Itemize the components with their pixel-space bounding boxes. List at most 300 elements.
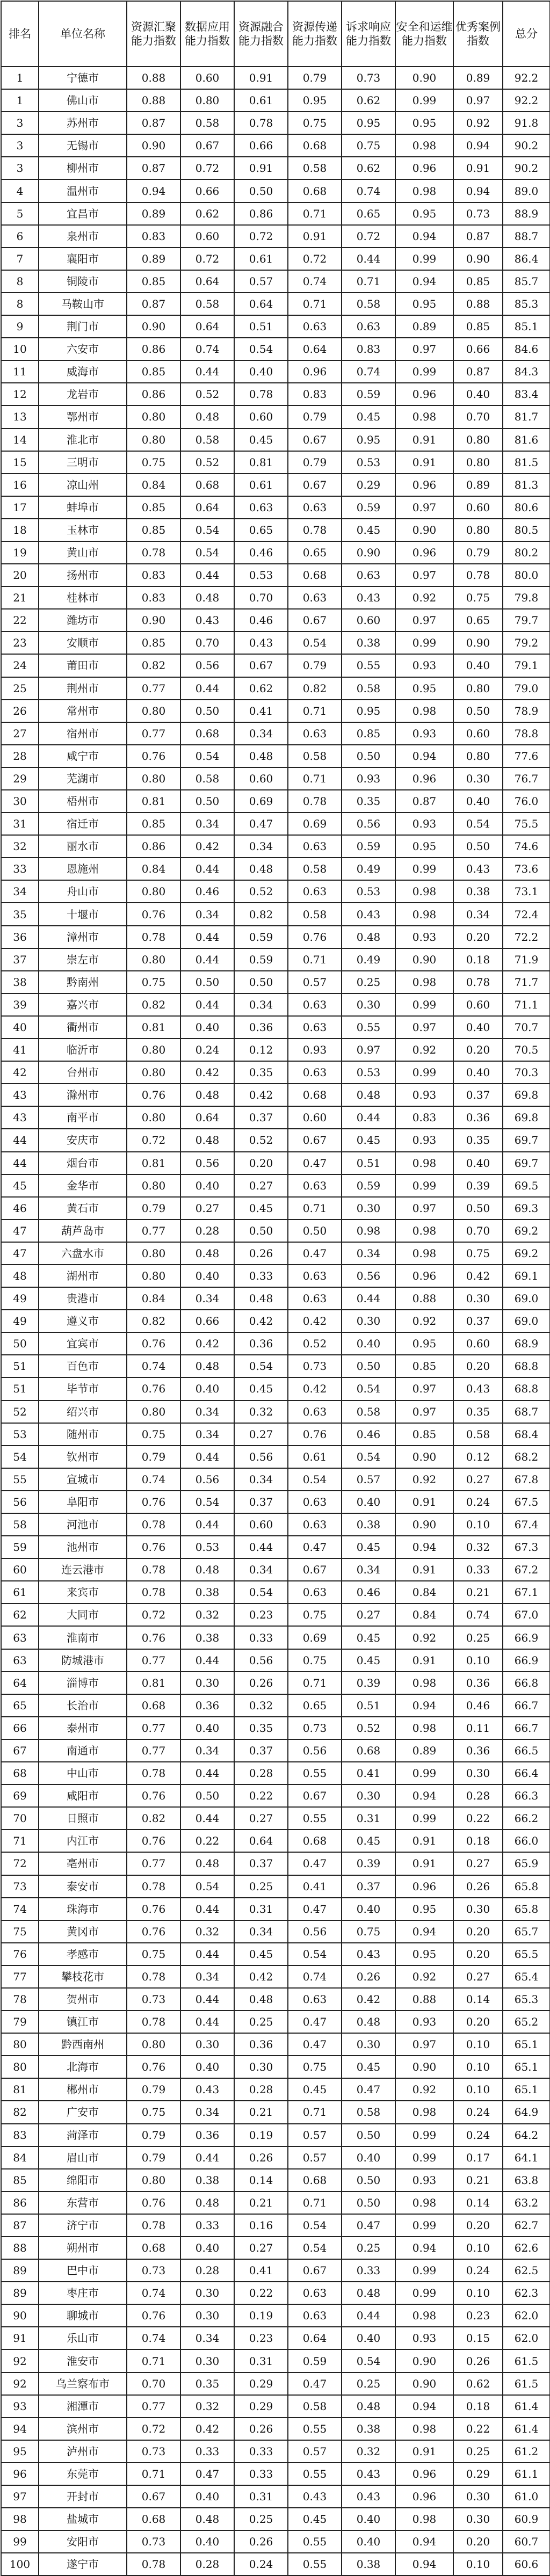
transmission-cell: 0.63	[288, 1174, 342, 1197]
excellent-case-cell: 0.85	[453, 315, 503, 338]
security-cell: 0.97	[395, 496, 453, 519]
table-row	[1, 2214, 550, 2237]
total-cell: 81.6	[503, 429, 550, 451]
security-cell: 0.96	[395, 157, 453, 179]
total-cell: 65.1	[503, 2078, 550, 2101]
aggregation-cell: 0.76	[127, 745, 180, 767]
unit-name-cell: 黄冈市	[39, 1920, 127, 1943]
excellent-case-cell: 0.87	[453, 360, 503, 383]
rank-cell: 89	[1, 2259, 39, 2282]
security-cell: 0.99	[395, 1174, 453, 1197]
unit-name-cell: 百色市	[39, 1355, 127, 1377]
aggregation-cell: 0.74	[127, 1355, 180, 1377]
total-cell: 64.1	[503, 2146, 550, 2169]
aggregation-cell: 0.73	[127, 1988, 180, 2011]
excellent-case-cell: 0.23	[453, 2304, 503, 2327]
total-cell: 71.7	[503, 971, 550, 993]
transmission-cell: 0.63	[288, 586, 342, 609]
excellent-case-cell: 0.30	[453, 1287, 503, 1310]
table-row	[1, 1039, 550, 1061]
aggregation-cell: 0.78	[127, 1513, 180, 1536]
security-cell: 0.98	[395, 2192, 453, 2214]
security-cell: 0.97	[395, 2033, 453, 2056]
excellent-case-cell: 0.42	[453, 1265, 503, 1287]
unit-name-cell: 朔州市	[39, 2237, 127, 2259]
data-application-cell: 0.48	[180, 1242, 234, 1265]
data-application-cell: 0.44	[180, 677, 234, 700]
total-cell: 69.3	[503, 1197, 550, 1220]
rank-cell: 51	[1, 1377, 39, 1400]
security-cell: 0.91	[395, 2440, 453, 2463]
aggregation-cell: 0.82	[127, 1310, 180, 1332]
rank-cell: 5	[1, 202, 39, 225]
security-cell: 0.87	[395, 790, 453, 812]
table-row	[1, 948, 550, 971]
excellent-case-cell: 0.79	[453, 541, 503, 564]
aggregation-cell: 0.74	[127, 1468, 180, 1491]
total-cell: 66.4	[503, 1762, 550, 1784]
response-cell: 0.75	[342, 1920, 395, 1943]
table-row	[1, 1401, 550, 1423]
transmission-cell: 0.79	[288, 67, 342, 89]
unit-name-cell: 绵阳市	[39, 2169, 127, 2192]
unit-name-cell: 南平市	[39, 1106, 127, 1129]
table-row	[1, 338, 550, 360]
total-cell: 80.0	[503, 564, 550, 586]
aggregation-cell: 0.76	[127, 2192, 180, 2214]
unit-name-cell: 开封市	[39, 2485, 127, 2508]
transmission-cell: 0.47	[288, 2372, 342, 2395]
rank-cell: 50	[1, 1332, 39, 1355]
unit-name-cell: 泉州市	[39, 225, 127, 248]
response-cell: 0.45	[342, 1830, 395, 1852]
table-row	[1, 2101, 550, 2123]
fusion-cell: 0.45	[234, 429, 288, 451]
fusion-cell: 0.48	[234, 858, 288, 880]
response-cell: 0.63	[342, 315, 395, 338]
excellent-case-cell: 0.10	[453, 2078, 503, 2101]
rank-cell: 8	[1, 270, 39, 293]
security-cell: 0.91	[395, 451, 453, 474]
data-application-cell: 0.34	[180, 1739, 234, 1762]
unit-name-cell: 嘉兴市	[39, 993, 127, 1016]
fusion-cell: 0.62	[234, 677, 288, 700]
fusion-cell: 0.26	[234, 2146, 288, 2169]
security-cell: 0.91	[395, 1491, 453, 1513]
data-application-cell: 0.34	[180, 1401, 234, 1423]
fusion-cell: 0.30	[234, 2056, 288, 2078]
rank-cell: 38	[1, 971, 39, 993]
aggregation-cell: 0.76	[127, 1377, 180, 1400]
table-row	[1, 2395, 550, 2418]
transmission-cell: 0.68	[288, 1084, 342, 1106]
table-row	[1, 2078, 550, 2101]
response-cell: 0.45	[342, 405, 395, 428]
transmission-cell: 0.95	[288, 89, 342, 112]
fusion-cell: 0.14	[234, 2169, 288, 2192]
aggregation-cell: 0.79	[127, 2078, 180, 2101]
fusion-cell: 0.61	[234, 474, 288, 496]
table-row	[1, 1988, 550, 2011]
data-application-cell: 0.36	[180, 2124, 234, 2146]
aggregation-cell: 0.81	[127, 1672, 180, 1694]
total-cell: 92.2	[503, 67, 550, 89]
rank-cell: 11	[1, 360, 39, 383]
transmission-cell: 0.63	[288, 1513, 342, 1536]
unit-name-cell: 蚌埠市	[39, 496, 127, 519]
rank-cell: 42	[1, 1061, 39, 1084]
response-cell: 0.50	[342, 2124, 395, 2146]
total-cell: 76.7	[503, 767, 550, 790]
rank-cell: 86	[1, 2192, 39, 2214]
data-application-cell: 0.58	[180, 429, 234, 451]
header-row	[1, 1, 550, 67]
fusion-cell: 0.27	[234, 2237, 288, 2259]
unit-name-cell: 贺州市	[39, 1988, 127, 2011]
security-cell: 0.93	[395, 926, 453, 948]
security-cell: 0.88	[395, 1988, 453, 2011]
security-cell: 0.94	[395, 2553, 453, 2575]
unit-name-cell: 泰州市	[39, 1717, 127, 1739]
header-rank: 排名	[1, 1, 39, 67]
aggregation-cell: 0.88	[127, 89, 180, 112]
security-cell: 0.83	[395, 1106, 453, 1129]
fusion-cell: 0.52	[234, 1129, 288, 1151]
security-cell: 0.94	[395, 225, 453, 248]
unit-name-cell: 中山市	[39, 1762, 127, 1784]
transmission-cell: 0.63	[288, 1265, 342, 1287]
rank-cell: 81	[1, 2078, 39, 2101]
table-header	[1, 1, 550, 67]
data-application-cell: 0.34	[180, 903, 234, 925]
rank-cell: 84	[1, 2146, 39, 2169]
total-cell: 65.5	[503, 1943, 550, 1965]
excellent-case-cell: 0.18	[453, 2395, 503, 2418]
excellent-case-cell: 0.70	[453, 1220, 503, 1242]
total-cell: 61.1	[503, 2463, 550, 2485]
transmission-cell: 0.69	[288, 1626, 342, 1649]
unit-name-cell: 温州市	[39, 179, 127, 202]
rank-cell: 80	[1, 2033, 39, 2056]
excellent-case-cell: 0.12	[453, 1446, 503, 1468]
unit-name-cell: 柳州市	[39, 157, 127, 179]
security-cell: 0.95	[395, 677, 453, 700]
excellent-case-cell: 0.20	[453, 2530, 503, 2553]
aggregation-cell: 0.75	[127, 451, 180, 474]
transmission-cell: 0.50	[288, 1220, 342, 1242]
response-cell: 0.30	[342, 993, 395, 1016]
data-application-cell: 0.50	[180, 971, 234, 993]
security-cell: 0.94	[395, 745, 453, 767]
unit-name-cell: 苏州市	[39, 112, 127, 134]
response-cell: 0.30	[342, 1310, 395, 1332]
excellent-case-cell: 0.70	[453, 405, 503, 428]
aggregation-cell: 0.81	[127, 790, 180, 812]
total-cell: 66.5	[503, 1739, 550, 1762]
total-cell: 64.9	[503, 2101, 550, 2123]
unit-name-cell: 三明市	[39, 451, 127, 474]
total-cell: 69.2	[503, 1242, 550, 1265]
fusion-cell: 0.31	[234, 2349, 288, 2372]
fusion-cell: 0.37	[234, 1739, 288, 1762]
rank-cell: 48	[1, 1265, 39, 1287]
fusion-cell: 0.82	[234, 903, 288, 925]
excellent-case-cell: 0.37	[453, 1084, 503, 1106]
transmission-cell: 0.63	[288, 1061, 342, 1084]
rank-cell: 78	[1, 1988, 39, 2011]
transmission-cell: 0.63	[288, 2304, 342, 2327]
rank-cell: 12	[1, 383, 39, 405]
fusion-cell: 0.64	[234, 1830, 288, 1852]
table-row	[1, 1852, 550, 1875]
unit-name-cell: 济宁市	[39, 2214, 127, 2237]
response-cell: 0.25	[342, 2237, 395, 2259]
table-row	[1, 1603, 550, 1626]
total-cell: 85.1	[503, 315, 550, 338]
excellent-case-cell: 0.38	[453, 880, 503, 903]
excellent-case-cell: 0.97	[453, 89, 503, 112]
security-cell: 0.99	[395, 1807, 453, 1830]
security-cell: 0.96	[395, 2463, 453, 2485]
response-cell: 0.73	[342, 67, 395, 89]
response-cell: 0.43	[342, 586, 395, 609]
fusion-cell: 0.45	[234, 1943, 288, 1965]
data-application-cell: 0.44	[180, 1446, 234, 1468]
aggregation-cell: 0.78	[127, 2011, 180, 2033]
transmission-cell: 0.58	[288, 903, 342, 925]
rank-cell: 28	[1, 745, 39, 767]
fusion-cell: 0.34	[234, 1468, 288, 1491]
unit-name-cell: 遵义市	[39, 1310, 127, 1332]
transmission-cell: 0.72	[288, 248, 342, 270]
security-cell: 0.94	[395, 1536, 453, 1558]
data-application-cell: 0.58	[180, 767, 234, 790]
table-row	[1, 1197, 550, 1220]
response-cell: 0.56	[342, 1265, 395, 1287]
table-row	[1, 1649, 550, 1672]
response-cell: 0.51	[342, 1152, 395, 1174]
rank-cell: 67	[1, 1739, 39, 1762]
response-cell: 0.53	[342, 451, 395, 474]
data-application-cell: 0.44	[180, 1513, 234, 1536]
data-application-cell: 0.40	[180, 1174, 234, 1197]
excellent-case-cell: 0.36	[453, 1106, 503, 1129]
table-row	[1, 360, 550, 383]
table-row	[1, 1129, 550, 1151]
response-cell: 0.55	[342, 654, 395, 677]
aggregation-cell: 0.80	[127, 767, 180, 790]
aggregation-cell: 0.67	[127, 2485, 180, 2508]
security-cell: 0.99	[395, 2282, 453, 2304]
excellent-case-cell: 0.50	[453, 1197, 503, 1220]
fusion-cell: 0.59	[234, 926, 288, 948]
transmission-cell: 0.93	[288, 1039, 342, 1061]
total-cell: 84.6	[503, 338, 550, 360]
fusion-cell: 0.33	[234, 2440, 288, 2463]
aggregation-cell: 0.85	[127, 812, 180, 835]
response-cell: 0.26	[342, 1965, 395, 1988]
unit-name-cell: 防城港市	[39, 1649, 127, 1672]
transmission-cell: 0.82	[288, 677, 342, 700]
transmission-cell: 0.63	[288, 880, 342, 903]
rank-cell: 23	[1, 632, 39, 654]
total-cell: 66.0	[503, 1830, 550, 1852]
excellent-case-cell: 0.28	[453, 1784, 503, 1807]
excellent-case-cell: 0.26	[453, 1875, 503, 1898]
transmission-cell: 0.63	[288, 1016, 342, 1039]
rank-cell: 37	[1, 948, 39, 971]
data-application-cell: 0.38	[180, 1626, 234, 1649]
aggregation-cell: 0.85	[127, 360, 180, 383]
response-cell: 0.50	[342, 2192, 395, 2214]
transmission-cell: 0.54	[288, 2214, 342, 2237]
data-application-cell: 0.72	[180, 157, 234, 179]
total-cell: 69.7	[503, 1129, 550, 1151]
table-row	[1, 1898, 550, 1920]
fusion-cell: 0.28	[234, 1762, 288, 1784]
excellent-case-cell: 0.10	[453, 1649, 503, 1672]
data-application-cell: 0.62	[180, 202, 234, 225]
response-cell: 0.93	[342, 767, 395, 790]
response-cell: 0.53	[342, 880, 395, 903]
fusion-cell: 0.22	[234, 1784, 288, 1807]
transmission-cell: 0.75	[288, 112, 342, 134]
rank-cell: 6	[1, 225, 39, 248]
transmission-cell: 0.68	[288, 179, 342, 202]
transmission-cell: 0.57	[288, 2124, 342, 2146]
security-cell: 0.90	[395, 1513, 453, 1536]
aggregation-cell: 0.83	[127, 586, 180, 609]
table-row	[1, 474, 550, 496]
table-row	[1, 405, 550, 428]
unit-name-cell: 宿迁市	[39, 812, 127, 835]
response-cell: 0.71	[342, 270, 395, 293]
rank-cell: 20	[1, 564, 39, 586]
rank-cell: 80	[1, 2056, 39, 2078]
total-cell: 61.5	[503, 2372, 550, 2395]
response-cell: 0.42	[342, 1988, 395, 2011]
header-data-application: 数据应用能力指数	[180, 1, 234, 67]
fusion-cell: 0.42	[234, 1965, 288, 1988]
unit-name-cell: 黔南州	[39, 971, 127, 993]
total-cell: 70.5	[503, 1039, 550, 1061]
aggregation-cell: 0.83	[127, 225, 180, 248]
total-cell: 61.5	[503, 2349, 550, 2372]
total-cell: 68.8	[503, 1377, 550, 1400]
security-cell: 0.98	[395, 971, 453, 993]
table-row	[1, 541, 550, 564]
total-cell: 70.3	[503, 1061, 550, 1084]
unit-name-cell: 镇江市	[39, 2011, 127, 2033]
table-row	[1, 2124, 550, 2146]
excellent-case-cell: 0.80	[453, 429, 503, 451]
response-cell: 0.38	[342, 632, 395, 654]
fusion-cell: 0.40	[234, 360, 288, 383]
table-row	[1, 1581, 550, 1603]
security-cell: 0.95	[395, 835, 453, 858]
unit-name-cell: 六盘水市	[39, 1242, 127, 1265]
transmission-cell: 0.74	[288, 1965, 342, 1988]
response-cell: 0.54	[342, 2349, 395, 2372]
security-cell: 0.97	[395, 564, 453, 586]
data-application-cell: 0.28	[180, 2259, 234, 2282]
transmission-cell: 0.58	[288, 2395, 342, 2418]
transmission-cell: 0.47	[288, 1852, 342, 1875]
fusion-cell: 0.63	[234, 496, 288, 519]
table-row	[1, 202, 550, 225]
excellent-case-cell: 0.43	[453, 858, 503, 880]
data-application-cell: 0.33	[180, 2214, 234, 2237]
table-row	[1, 1784, 550, 1807]
response-cell: 0.54	[342, 1377, 395, 1400]
total-cell: 67.2	[503, 1558, 550, 1581]
data-application-cell: 0.64	[180, 315, 234, 338]
fusion-cell: 0.54	[234, 1581, 288, 1603]
header-total: 总分	[503, 1, 550, 67]
data-application-cell: 0.74	[180, 338, 234, 360]
unit-name-cell: 鄂州市	[39, 405, 127, 428]
rank-cell: 16	[1, 474, 39, 496]
fusion-cell: 0.36	[234, 1016, 288, 1039]
excellent-case-cell: 0.91	[453, 157, 503, 179]
transmission-cell: 0.63	[288, 835, 342, 858]
response-cell: 0.40	[342, 2146, 395, 2169]
unit-name-cell: 湘潭市	[39, 2395, 127, 2418]
response-cell: 0.40	[342, 1491, 395, 1513]
fusion-cell: 0.60	[234, 767, 288, 790]
response-cell: 0.62	[342, 157, 395, 179]
rank-cell: 4	[1, 179, 39, 202]
data-application-cell: 0.54	[180, 1491, 234, 1513]
total-cell: 60.6	[503, 2553, 550, 2575]
data-application-cell: 0.43	[180, 2078, 234, 2101]
rank-cell: 63	[1, 1649, 39, 1672]
total-cell: 61.4	[503, 2395, 550, 2418]
response-cell: 0.38	[342, 1513, 395, 1536]
excellent-case-cell: 0.40	[453, 1016, 503, 1039]
fusion-cell: 0.31	[234, 1898, 288, 1920]
fusion-cell: 0.44	[234, 1536, 288, 1558]
fusion-cell: 0.42	[234, 1310, 288, 1332]
unit-name-cell: 菏泽市	[39, 2124, 127, 2146]
aggregation-cell: 0.73	[127, 2530, 180, 2553]
excellent-case-cell: 0.88	[453, 293, 503, 315]
fusion-cell: 0.37	[234, 1106, 288, 1129]
unit-name-cell: 池州市	[39, 1536, 127, 1558]
rank-cell: 71	[1, 1830, 39, 1852]
fusion-cell: 0.47	[234, 812, 288, 835]
unit-name-cell: 金华市	[39, 1174, 127, 1197]
total-cell: 62.0	[503, 2304, 550, 2327]
excellent-case-cell: 0.21	[453, 2169, 503, 2192]
fusion-cell: 0.50	[234, 1220, 288, 1242]
table-row	[1, 1468, 550, 1491]
table-row	[1, 1174, 550, 1197]
table-row	[1, 1332, 550, 1355]
rank-cell: 73	[1, 1875, 39, 1898]
excellent-case-cell: 0.80	[453, 677, 503, 700]
excellent-case-cell: 0.80	[453, 451, 503, 474]
excellent-case-cell: 0.40	[453, 1152, 503, 1174]
transmission-cell: 0.78	[288, 790, 342, 812]
aggregation-cell: 0.72	[127, 1129, 180, 1151]
excellent-case-cell: 0.22	[453, 1807, 503, 1830]
excellent-case-cell: 0.75	[453, 586, 503, 609]
total-cell: 74.6	[503, 835, 550, 858]
aggregation-cell: 0.84	[127, 1287, 180, 1310]
data-application-cell: 0.34	[180, 1287, 234, 1310]
response-cell: 0.74	[342, 179, 395, 202]
